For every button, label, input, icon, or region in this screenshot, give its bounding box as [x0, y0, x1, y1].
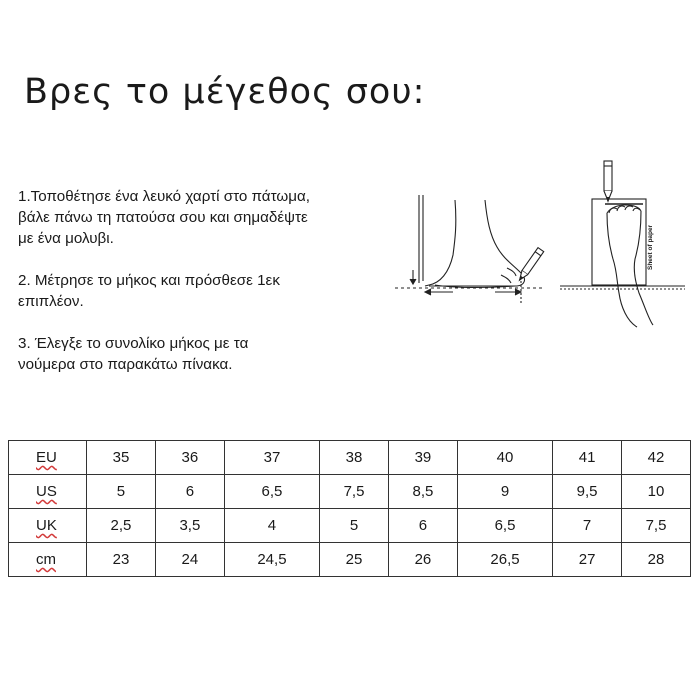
table-cell: 6 — [388, 509, 457, 543]
table-cell: 24,5 — [224, 543, 319, 577]
table-cell: 42 — [622, 441, 691, 475]
step-1: 1.Τοποθέτησε ένα λευκό χαρτί στο πάτωμα, βάλε πάνω τη πατούσα σου και σημαδέψτε με ένα μολυβι. — [18, 188, 310, 247]
table-cell: 37 — [224, 441, 319, 475]
table-cell: 9 — [457, 475, 552, 509]
table-cell: 23 — [87, 543, 156, 577]
table-cell: 5 — [320, 509, 389, 543]
table-cell: 5 — [87, 475, 156, 509]
table-cell: 3,5 — [155, 509, 224, 543]
instructions — [18, 186, 398, 375]
table-cell: 7 — [553, 509, 622, 543]
row-header-cm: cm — [9, 543, 87, 577]
pencil-icon — [517, 248, 544, 282]
row-header-uk: UK — [9, 509, 87, 543]
table-row — [9, 441, 691, 475]
table-cell: 40 — [457, 441, 552, 475]
foot-measurement-illustration — [395, 155, 685, 335]
table-cell: 2,5 — [87, 509, 156, 543]
row-header-us: US — [9, 475, 87, 509]
table-row — [9, 543, 691, 577]
table-cell: 7,5 — [622, 509, 691, 543]
step-3: 3. Έλεγξε το συνολίκο μήκος με τα νούμερα στο παρακάτω πίνακα. — [18, 335, 249, 373]
table-cell: 36 — [155, 441, 224, 475]
table-cell: 7,5 — [320, 475, 389, 509]
table-cell: 9,5 — [553, 475, 622, 509]
table-cell: 38 — [320, 441, 389, 475]
table-cell: 27 — [553, 543, 622, 577]
table-cell: 6,5 — [457, 509, 552, 543]
foot-side-view-icon — [395, 195, 545, 305]
table-cell: 26,5 — [457, 543, 552, 577]
table-cell: 25 — [320, 543, 389, 577]
table-cell: 35 — [87, 441, 156, 475]
table-cell: 28 — [622, 543, 691, 577]
table-row — [9, 509, 691, 543]
foot-top-view-icon — [560, 199, 685, 327]
table-cell: 6 — [155, 475, 224, 509]
page-title: Βρες το μέγεθος σου: — [24, 72, 426, 112]
size-chart-table — [8, 440, 691, 577]
paper-label: Sheet of paper — [647, 224, 654, 270]
table-cell: 6,5 — [224, 475, 319, 509]
step-2: 2. Μέτρησε το μήκος και πρόσθεσε 1εκ επιπλέον. — [18, 272, 280, 310]
table-cell: 4 — [224, 509, 319, 543]
table-row — [9, 475, 691, 509]
pencil-icon — [604, 161, 612, 201]
table-cell: 39 — [388, 441, 457, 475]
row-header-eu: EU — [9, 441, 87, 475]
table-cell: 24 — [155, 543, 224, 577]
table-cell: 10 — [622, 475, 691, 509]
table-cell: 26 — [388, 543, 457, 577]
table-cell: 8,5 — [388, 475, 457, 509]
table-cell: 41 — [553, 441, 622, 475]
